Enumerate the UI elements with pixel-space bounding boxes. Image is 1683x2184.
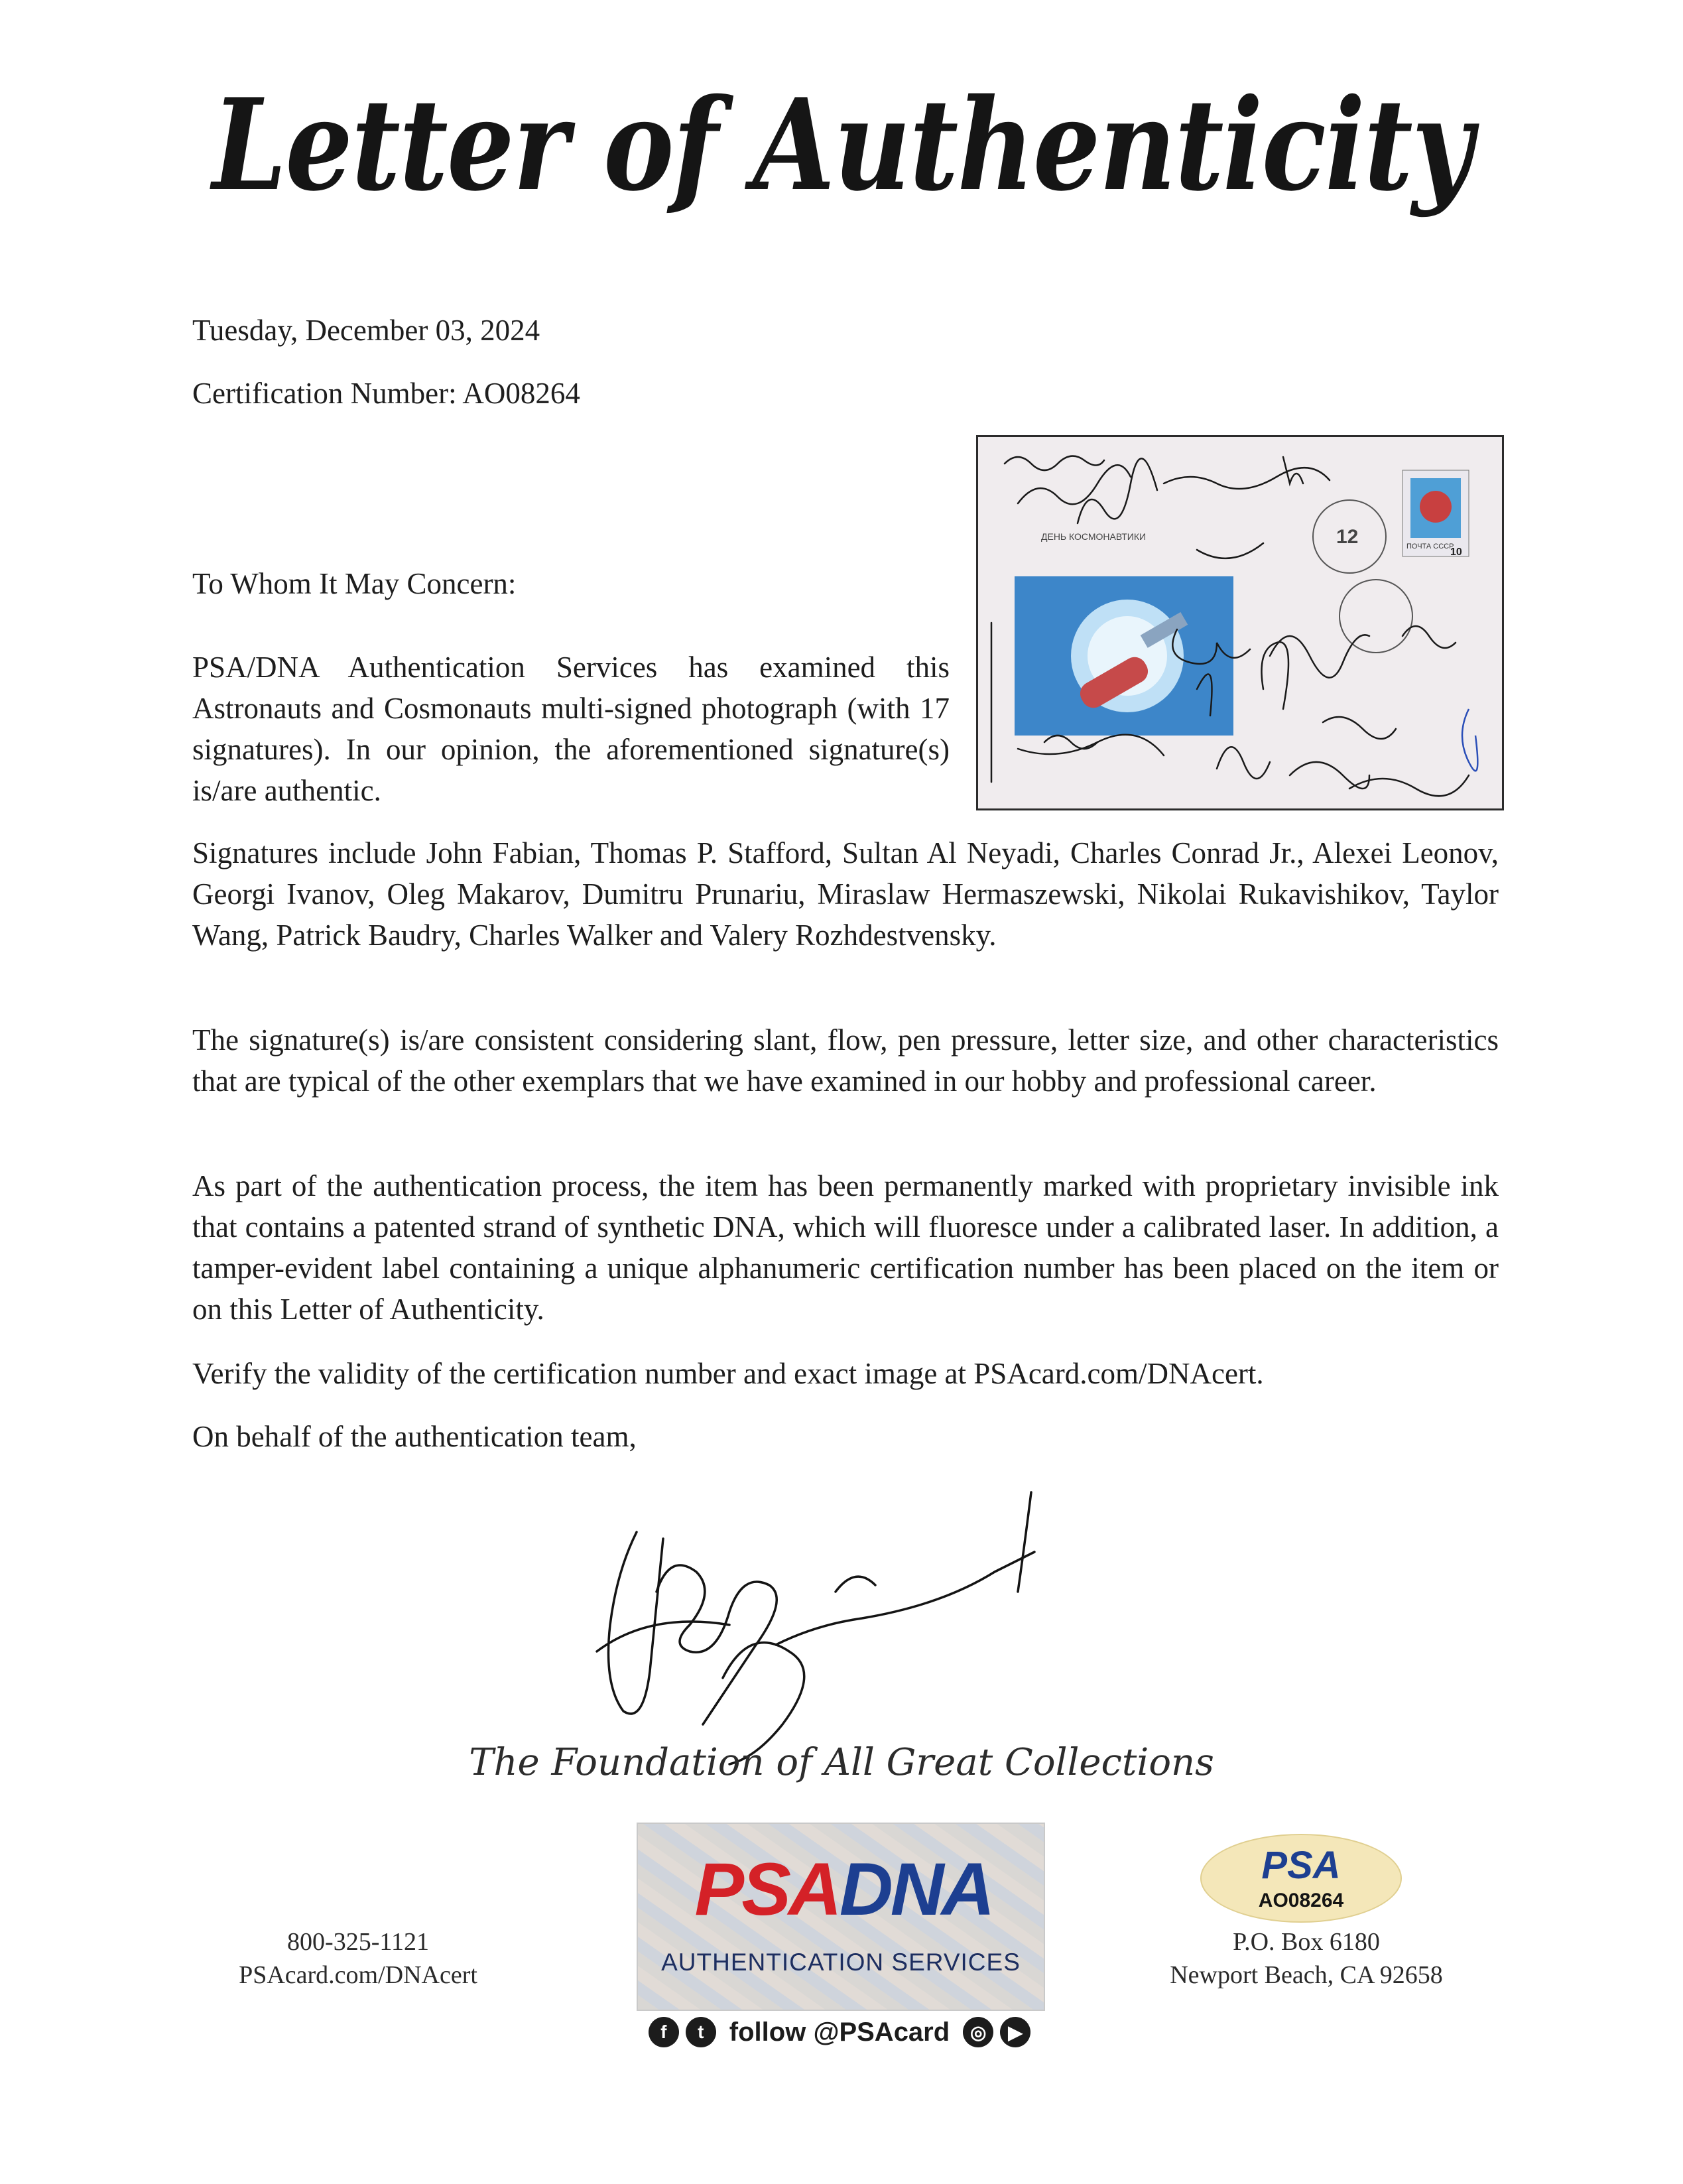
address-line-2: Newport Beach, CA 92658 [1170,1961,1443,1989]
authenticator-signature [557,1479,1074,1771]
letter-date: Tuesday, December 03, 2024 [192,314,540,347]
logo-dna-text: DNA [839,1847,993,1931]
paragraph-closing: On behalf of the authentication team, [192,1420,637,1453]
psa-dna-wordmark [678,1849,1009,1929]
paragraph-signatures: Signatures include John Fabian, Thomas P. Stafford, Sultan Al Neyadi, Charles Conrad Jr., Alexei Leonov, Georgi Ivanov, Oleg Makarov, Dumitru Prunariu, Miraslaw Hermaszewski, Nikolai Rukavishikov, Taylor Wang, Patrick Baudry, Charles Walker and Valery Rozhdestvensky. [192,836,1499,952]
youtube-icon[interactable]: ▶ [1000,2017,1030,2047]
paragraph-dna-process: As part of the authentication process, the item has been permanently marked with proprietary invisible ink that contains a patented strand of synthetic DNA, which will fluoresce under a calibrated laser. In addition, a tamper-evident label containing a unique alphanumeric certification number has been placed on the item or on this Letter of Authenticity. [192,1169,1499,1326]
space-stamp-image [1015,576,1233,736]
postmark-day: 12 [1336,526,1359,548]
follow-text[interactable]: follow @PSAcard [729,2017,950,2047]
address-line-1: P.O. Box 6180 [1233,1928,1380,1956]
certification-number: Certification Number: AO08264 [192,377,580,410]
label-cert-number: AO08264 [1258,1890,1344,1911]
label-logo: PSA [1261,1844,1341,1887]
signed-cover-photo [976,435,1504,810]
postage-stamp [1402,470,1469,558]
paragraph-consistency: The signature(s) is/are consistent considering slant, flow, pen pressure, letter size, and other characteristics that are typical of the other exemplars that we have examined in our hobby and professional career. [192,1023,1499,1098]
logo-subtitle: AUTHENTICATION SERVICES [661,1949,1021,1976]
logo-psa-text: PSA [694,1847,840,1931]
website-link[interactable]: PSAcard.com/DNAcert [239,1961,477,1989]
tagline: The Foundation of All Great Collections [469,1741,1214,1784]
stamp-text: ПОЧТА СССР [1406,543,1454,550]
tamper-evident-label [1200,1834,1402,1923]
social-links [637,2010,1042,2055]
phone-number: 800-325-1121 [287,1928,429,1956]
letter-title [199,46,1485,245]
instagram-icon[interactable]: ◎ [963,2017,993,2047]
salutation: To Whom It May Concern: [192,567,517,600]
twitter-icon[interactable]: t [686,2017,716,2047]
paragraph-verify: Verify the validity of the certification number and exact image at PSAcard.com/DNAcert. [192,1357,1264,1390]
cover-caption: ДЕНЬ КОСМОНАВТИКИ [1041,531,1147,542]
mailing-address [1121,1925,1492,1992]
title-text: Letter of Authenticity [209,71,1480,219]
psa-dna-logo [637,1823,1045,2011]
paragraph-examined: PSA/DNA Authentication Services has examined this Astronauts and Cosmonauts multi-signed photograph (with 17 signatures). In our opinion, the aforementioned signature(s) is/are authentic. [192,651,950,807]
facebook-icon[interactable]: f [649,2017,679,2047]
stamp-value: 10 [1450,546,1462,558]
contact-info [199,1925,517,1992]
